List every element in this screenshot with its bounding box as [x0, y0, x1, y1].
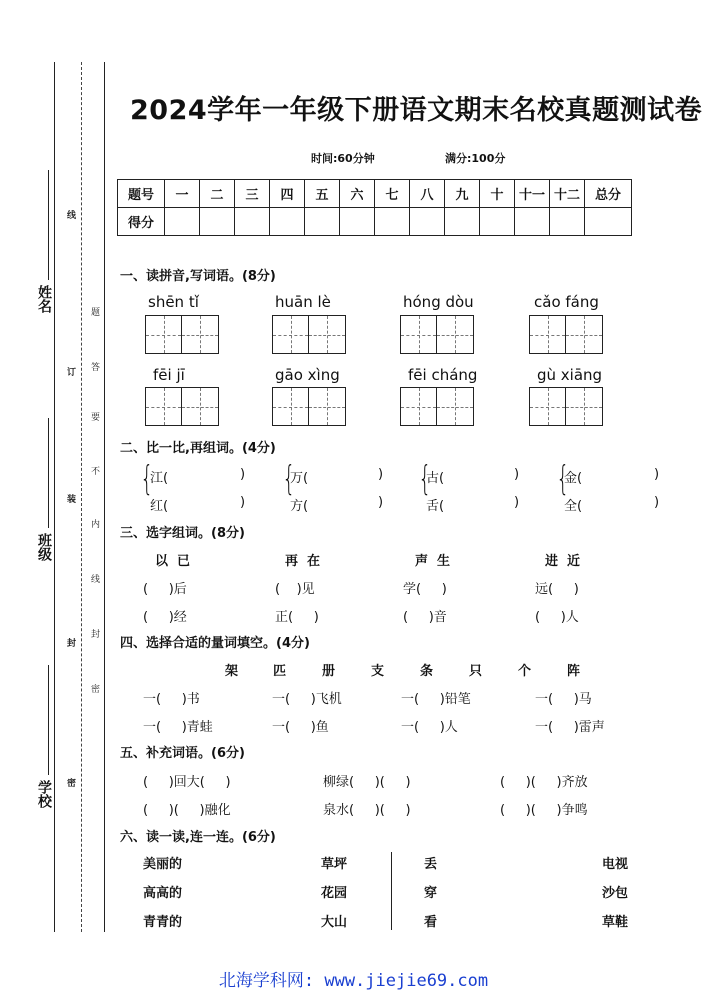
page-title: 2024学年一年级下册语文期末名校真题测试卷: [130, 95, 703, 126]
score-table: [117, 179, 632, 236]
brace: {: [418, 459, 432, 499]
pinyin-label: fēi cháng: [408, 366, 478, 384]
fill-item: 一( )飞机: [272, 692, 342, 707]
writing-grid[interactable]: [272, 387, 346, 426]
score-header-cell: 十: [480, 180, 515, 208]
match-word[interactable]: 青青的: [143, 915, 183, 930]
class-label: 班级: [36, 533, 52, 561]
score-header-cell: 六: [340, 180, 375, 208]
section-3-heading: 三、选字组词。(8分): [120, 526, 245, 541]
pinyin-label: hóng dòu: [403, 293, 474, 311]
measure-word: 阵: [567, 664, 581, 679]
score-header-cell: 五: [305, 180, 340, 208]
measure-word: 支: [371, 664, 385, 679]
seal-char: 装: [65, 494, 75, 503]
measure-word: 条: [420, 664, 434, 679]
score-header-cell: 二: [200, 180, 235, 208]
match-word[interactable]: 草坪: [321, 857, 348, 872]
fill-item: 正( ): [275, 610, 319, 625]
char-choices: 声 生: [415, 554, 451, 569]
fill-item: 一( )雷声: [535, 720, 605, 735]
section-1-heading: 一、读拼音,写词语。(8分): [120, 269, 276, 284]
compare-item: 古(: [426, 471, 445, 486]
close-paren: ): [514, 467, 520, 482]
score-header-cell: 题号: [118, 180, 165, 208]
score-cell[interactable]: [235, 208, 270, 236]
margin-line-outer: [54, 62, 55, 932]
seal-char: 密: [65, 778, 75, 787]
score-table-score-row: [118, 208, 632, 236]
writing-grid[interactable]: [529, 315, 603, 354]
score-header-cell: 七: [375, 180, 410, 208]
match-word[interactable]: 穿: [424, 886, 438, 901]
footer-watermark: 北海学科网: www.jiejie69.com: [218, 971, 489, 991]
section-4-heading: 四、选择合适的量词填空。(4分): [120, 636, 310, 651]
compare-item: 全(: [564, 499, 583, 514]
seal-inner-char: 密: [89, 684, 99, 693]
score-cell[interactable]: [305, 208, 340, 236]
measure-word: 只: [469, 664, 483, 679]
close-paren: ): [378, 467, 384, 482]
score-header-cell: 十二: [550, 180, 585, 208]
section-6-heading: 六、读一读,连一连。(6分): [120, 830, 276, 845]
score-cell[interactable]: [480, 208, 515, 236]
score-header-cell: 九: [445, 180, 480, 208]
score-header-cell: 三: [235, 180, 270, 208]
close-paren: ): [654, 467, 660, 482]
measure-word: 匹: [273, 664, 287, 679]
score-row-label: 得分: [118, 208, 165, 236]
fill-item: ( )回大( ): [143, 775, 231, 790]
fill-item: ( )( )齐放: [500, 775, 588, 790]
seal-inner-char: 题: [89, 307, 99, 316]
match-word[interactable]: 高高的: [143, 886, 183, 901]
school-blank: [48, 665, 49, 775]
seal-char: 线: [65, 210, 75, 219]
compare-item: 万(: [290, 471, 309, 486]
score-header-cell: 总分: [585, 180, 632, 208]
score-cell[interactable]: [585, 208, 632, 236]
writing-grid[interactable]: [272, 315, 346, 354]
char-choices: 再 在: [285, 554, 321, 569]
score-cell[interactable]: [165, 208, 200, 236]
compare-item: 江(: [150, 471, 169, 486]
seal-inner-char: 要: [89, 412, 99, 421]
score-header-cell: 八: [410, 180, 445, 208]
fill-item: 一( )青蛙: [143, 720, 213, 735]
match-word[interactable]: 花园: [321, 886, 348, 901]
char-choices: 进 近: [545, 554, 581, 569]
match-word[interactable]: 大山: [321, 915, 348, 930]
seal-inner-char: 内: [89, 519, 99, 528]
name-label: 姓名: [36, 285, 52, 313]
brace: {: [140, 459, 154, 499]
match-word[interactable]: 看: [424, 915, 438, 930]
writing-grid[interactable]: [400, 387, 474, 426]
score-cell[interactable]: [375, 208, 410, 236]
fill-item: 一( )鱼: [272, 720, 329, 735]
score-cell[interactable]: [270, 208, 305, 236]
compare-item: 方(: [290, 499, 309, 514]
fill-item: 学( ): [403, 582, 447, 597]
brace: {: [556, 459, 570, 499]
margin-line-inner: [104, 62, 105, 932]
score-cell[interactable]: [410, 208, 445, 236]
pinyin-label: huān lè: [275, 293, 331, 311]
match-word[interactable]: 沙包: [602, 886, 629, 901]
score-header-cell: 一: [165, 180, 200, 208]
match-word[interactable]: 草鞋: [602, 915, 629, 930]
fill-item: 远( ): [535, 582, 579, 597]
section-2-heading: 二、比一比,再组词。(4分): [120, 441, 276, 456]
match-word[interactable]: 美丽的: [143, 857, 183, 872]
seal-inner-char: 答: [89, 362, 99, 371]
writing-grid[interactable]: [400, 315, 474, 354]
writing-grid[interactable]: [145, 315, 219, 354]
seal-inner-char: 封: [89, 629, 99, 638]
school-label: 学校: [36, 780, 52, 808]
measure-word: 册: [322, 664, 336, 679]
section-5-heading: 五、补充词语。(6分): [120, 746, 245, 761]
close-paren: ): [654, 495, 660, 510]
pinyin-label: fēi jī: [153, 366, 185, 384]
fill-item: 柳绿( )( ): [323, 775, 411, 790]
fill-item: 一( )人: [401, 720, 458, 735]
seal-char: 订: [65, 367, 75, 376]
score-cell[interactable]: [340, 208, 375, 236]
fill-item: ( )( )融化: [143, 803, 231, 818]
compare-item: 红(: [150, 499, 169, 514]
fill-item: ( )经: [143, 610, 187, 625]
close-paren: ): [378, 495, 384, 510]
pinyin-label: cǎo fáng: [534, 293, 599, 311]
close-paren: ): [240, 467, 246, 482]
match-word[interactable]: 丢: [424, 857, 438, 872]
pinyin-label: shēn tǐ: [148, 293, 199, 311]
writing-grid[interactable]: [529, 387, 603, 426]
fill-item: 一( )铅笔: [401, 692, 471, 707]
compare-item: 舌(: [426, 499, 445, 514]
fill-item: 泉水( )( ): [323, 803, 411, 818]
close-paren: ): [514, 495, 520, 510]
pinyin-label: gù xiāng: [537, 366, 603, 384]
measure-word: 个: [518, 664, 532, 679]
score-table-header-row: [118, 180, 632, 208]
full-score: 满分:100分: [445, 152, 506, 165]
brace: {: [282, 459, 296, 499]
seal-inner-char: 不: [89, 466, 99, 475]
seal-inner-char: 线: [89, 574, 99, 583]
pinyin-label: gāo xìng: [275, 366, 340, 384]
writing-grid[interactable]: [145, 387, 219, 426]
match-divider: [391, 852, 392, 930]
class-blank: [48, 418, 49, 528]
score-header-cell: 十一: [515, 180, 550, 208]
fill-item: ( )人: [535, 610, 579, 625]
fill-item: 一( )马: [535, 692, 592, 707]
fill-item: ( )后: [143, 582, 187, 597]
score-cell[interactable]: [515, 208, 550, 236]
score-header-cell: 四: [270, 180, 305, 208]
score-cell[interactable]: [445, 208, 480, 236]
name-blank: [48, 170, 49, 280]
score-cell[interactable]: [200, 208, 235, 236]
close-paren: ): [240, 495, 246, 510]
exam-time: 时间:60分钟: [311, 152, 375, 165]
fill-item: ( )( )争鸣: [500, 803, 588, 818]
fill-item: ( )音: [403, 610, 447, 625]
margin-dashed-line: [81, 62, 82, 932]
compare-item: 金(: [564, 471, 583, 486]
score-cell[interactable]: [550, 208, 585, 236]
fill-item: 一( )书: [143, 692, 200, 707]
match-word[interactable]: 电视: [602, 857, 629, 872]
fill-item: ( )见: [275, 582, 315, 597]
measure-word: 架: [225, 664, 239, 679]
seal-char: 封: [65, 638, 75, 647]
char-choices: 以 已: [155, 554, 191, 569]
